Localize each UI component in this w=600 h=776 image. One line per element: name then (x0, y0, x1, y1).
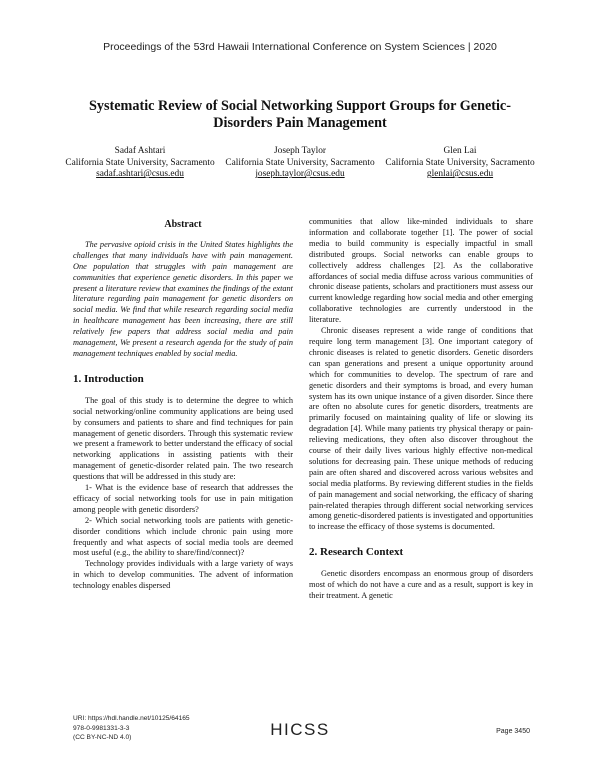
author-affiliation: California State University, Sacramento (65, 157, 215, 168)
author-1 (60, 146, 220, 181)
body-paragraph: Chronic diseases represent a wide range of conditions that require long term management [3]. One important category of chronic diseases is related to genetic disorders. Genetic disorders can span generations and present a unique opportunity around which for communities to develop. The spectrum of rare and genetic disorders and their symptoms is broad, and every human system has its own unique instance of a given disorder. Since there are often no absolute cures for genetic disorders, treatments are primarily focused on maintaining quality of life or slowing its degradation [4]. While many patients try physical therapy or pain-relieving medications, they often also discover throughout the course of their daily lives various highly effective non-medical solutions for decreasing pain. These unique methods of reducing pain are often shared and discovered across various websites and social media platforms. By reviewing different studies in the fields of pain management and social networking, the efficacy of sharing pain-related therapies through different social networking services among genetic-disordered patients is investigated and opportunities to increase the efficacy of those systems is documented. (309, 326, 533, 532)
left-column (73, 220, 293, 592)
footer-meta (73, 714, 190, 743)
abstract-heading: Abstract (164, 219, 202, 230)
research-question-1: 1- What is the evidence base of research that addresses the efficacy of social networking tools for use in pain mitigation among people with genetic disorders? (73, 483, 293, 514)
section-heading-research-context: 2. Research Context (309, 546, 404, 559)
footer-uri[interactable]: URI: https://hdl.handle.net/10125/64165 (73, 715, 190, 722)
author-name: Sadaf Ashtari (114, 146, 166, 156)
section-heading-introduction: 1. Introduction (73, 372, 144, 385)
intro-paragraph: The goal of this study is to determine the degree to which social networking/online community applications are being used by consumers and patients to share and find techniques for pain management of genetic disorders. Through this systematic review we present a framework to better understand the efficacy of social networking applications in assisting patients with their management of genetic-disorder related pain. The two research questions that will be addressed in this study are: (73, 395, 293, 482)
abstract-text: The pervasive opioid crisis in the United States highlights the challenges that many individuals have with pain management. One population that struggles with pain management are communities that experience genetic disorders. In this paper we present a literature review that examines the findings of the extant literature regarding pain management for genetic disorders on social media. We find that while research regarding social media in healthcare management has been increasing, there are still relatively few papers that address social media and pain management, We present a research agenda for the study of pain management techniques enabled by social media. (73, 239, 293, 358)
intro-paragraph: Technology provides individuals with a large variety of ways in which to develop communities. The advent of information technology enables dispersed (73, 559, 293, 591)
author-email[interactable]: sadaf.ashtari@csus.edu (96, 169, 184, 180)
page-number: Page 3450 (496, 728, 530, 735)
footer-license: (CC BY-NC-ND 4.0) (73, 734, 132, 741)
body-paragraph: Genetic disorders encompass an enormous group of disorders most of which do not have a cure and as a result, support is key in their treatment. A genetic (309, 569, 533, 600)
author-email[interactable]: glenlai@csus.edu (426, 169, 494, 180)
author-name: Glen Lai (443, 146, 477, 156)
body-paragraph: communities that allow like-minded individuals to share information and collaborate together [1]. The power of social media to build community is especially impactful in small distributed groups. Social networks can enable groups to collectively address challenges [2]. As the collaborative affordances of social media diffuse across various communities of chronic disease patients, scholars and practitioners must assess our current knowledge regarding how social media and other emerging collaborative technologies are currently understood in the literature. (309, 217, 533, 325)
proceedings-header: Proceedings of the 53rd Hawaii International Conference on System Sciences | 2020 (103, 41, 497, 53)
right-column (309, 217, 533, 602)
footer-isbn: 978-0-9981331-3-3 (73, 724, 130, 732)
hicss-logo: HICSS (270, 720, 330, 739)
author-block (60, 146, 540, 181)
author-email[interactable]: joseph.taylor@csus.edu (255, 169, 345, 180)
paper-title: Systematic Review of Social Networking Support Groups for Genetic-Disorders Pain Management (89, 98, 511, 131)
author-affiliation: California State University, Sacramento (225, 157, 375, 168)
author-2 (220, 146, 380, 181)
author-affiliation: California State University, Sacramento (385, 157, 535, 168)
research-question-2: 2- Which social networking tools are patients with genetic-disorder conditions which include chronic pain using more frequently and what aspects of social media tools are deemed most useful (e.g., the ability to share/find/connect)? (73, 515, 293, 558)
author-3 (380, 146, 540, 181)
author-name: Joseph Taylor (273, 146, 327, 156)
